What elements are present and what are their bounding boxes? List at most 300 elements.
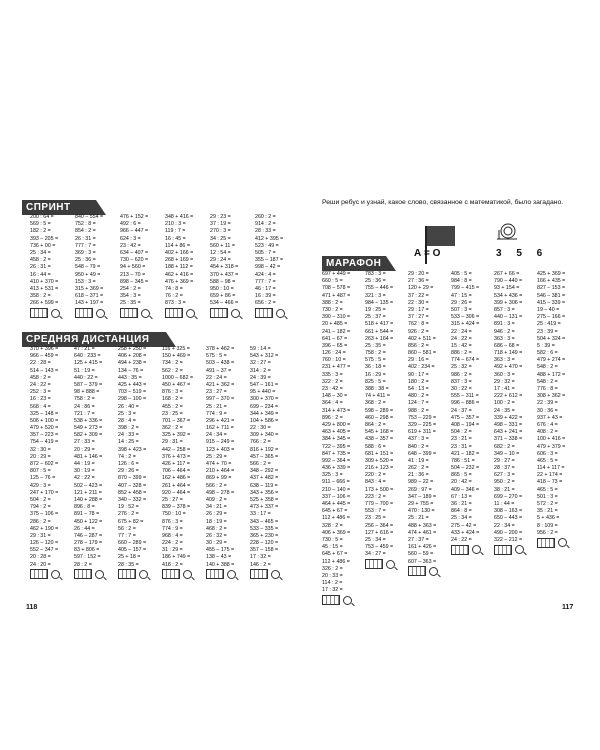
exercise-item: 840 – 554 = <box>75 214 104 220</box>
exercise-item: 29 : 31 = <box>30 532 51 539</box>
exercise-item: 856 : 2 = <box>408 342 429 349</box>
sprint-columns <box>30 214 293 317</box>
exercise-item: 24 : 20 = <box>30 561 51 568</box>
exercise-item: 241 – 182 = <box>322 328 351 335</box>
exercise-item: 783 : 3 = <box>365 271 386 277</box>
calculator-icon <box>322 595 340 605</box>
exercise-item: 25 : 32 = <box>451 364 472 371</box>
self-check <box>206 571 244 578</box>
exercise-item: 533 – 335 = <box>250 525 279 532</box>
exercise-item: 143 + 197 = <box>75 300 104 307</box>
exercise-item: 25 : 35 = <box>365 342 386 349</box>
exercise-item: 494 + 238 = <box>118 360 147 367</box>
exercise-item: 523 : 49 = <box>255 242 279 249</box>
exercise-item: 329 – 225 = <box>408 421 437 428</box>
exercise-item: 24 : 35 = <box>494 407 515 414</box>
exercise-item: 588 : 6 = <box>365 443 386 450</box>
exercise-item: 315 + 424 = <box>451 321 480 328</box>
exercise-item: 26 : 44 = <box>74 525 95 532</box>
exercise-item: 706 – 464 = <box>162 468 191 475</box>
exercise-item: 538 + 336 = <box>74 417 103 424</box>
exercise-item: 799 – 415 = <box>451 285 480 292</box>
exercise-item: 462 + 416 = <box>165 271 194 278</box>
self-check <box>118 571 156 578</box>
magnifier-icon <box>515 545 524 554</box>
magnifier-icon <box>95 570 104 579</box>
exercise-item: 937 + 43 = <box>537 414 563 421</box>
magnifier-icon <box>271 570 280 579</box>
exercise-item: 402 + 166 = <box>165 249 194 256</box>
exercise-item: 16 : 39 = <box>255 293 276 300</box>
exercise-item: 481 + 146 = <box>74 453 103 460</box>
exercise-item: 223 : 2 = <box>365 493 386 500</box>
exercise-item: 67 : 13 = <box>451 493 472 500</box>
exercise-item: 734 : 2 = <box>162 360 183 367</box>
exercise-item: 29 : 32 = <box>494 378 515 385</box>
exercise-column <box>30 346 68 578</box>
exercise-item: 966 – 459 = <box>30 353 59 360</box>
exercise-item: 956 : 2 = <box>537 529 558 536</box>
exercise-item: 365 + 230 = <box>250 532 279 539</box>
exercise-item: 718 + 149 = <box>494 350 523 357</box>
magnifier-icon <box>276 309 285 318</box>
exercise-item: 402 : 234 = <box>408 364 435 371</box>
exercise-item: 762 : 8 = <box>408 321 429 328</box>
exercise-item: 37 : 27 = <box>408 314 429 321</box>
exercise-item: 20 : 29 = <box>74 446 95 453</box>
exercise-item: 220 : 2 = <box>365 472 386 479</box>
exercise-item: 125 – 76 = <box>30 475 56 482</box>
exercise-item: 27 : 37 = <box>408 536 429 543</box>
exercise-item: 774 – 674 = <box>451 357 480 364</box>
exercise-item: 228 – 120 = <box>250 540 279 547</box>
self-check <box>74 571 112 578</box>
exercise-item: 408 : 2 = <box>537 429 558 436</box>
exercise-item: 275 – 166 = <box>537 314 566 321</box>
magnifier-icon <box>343 596 352 605</box>
exercise-item: 16 : 29 = <box>365 371 386 378</box>
exercise-item: 363 : 3 = <box>494 357 515 364</box>
magnifier-icon <box>558 538 567 547</box>
exercise-item: 11 : 44 = <box>494 501 515 507</box>
exercise-item: 56 : 2 = <box>118 525 136 532</box>
exercise-item: 34 : 25 = <box>210 235 231 242</box>
calculator-icon <box>118 569 136 579</box>
exercise-column <box>206 346 244 578</box>
exercise-item: 17 : 41 = <box>494 386 515 392</box>
exercise-item: 436 + 339 = <box>322 465 351 472</box>
exercise-item: 492 + 470 = <box>494 364 523 371</box>
right-page <box>300 0 600 750</box>
exercise-item: 17 : 32 = <box>322 587 343 594</box>
exercise-item: 112 + 486 = <box>322 558 350 565</box>
exercise-item: 37 : 19 = <box>210 221 231 228</box>
exercise-item: 126 : 24 = <box>322 350 346 357</box>
exercise-item: 29 : 20 = <box>408 271 429 277</box>
exercise-item: 479 + 520 = <box>30 425 59 432</box>
middle-distance-banner: СРЕДНЯЯ ДИСТАНЦИЯ <box>22 332 166 347</box>
exercise-item: 776 : 8 = <box>537 386 558 392</box>
marathon-banner: МАРАФОН <box>322 256 386 271</box>
exercise-item: 566 : 2 = <box>206 482 227 489</box>
exercise-item: 388 : 2 = <box>322 299 343 306</box>
exercise-item: 425 + 369 = <box>537 271 566 277</box>
exercise-item: 216 + 123 = <box>365 465 394 472</box>
calculator-icon <box>30 569 48 579</box>
exercise-item: 455 : 2 = <box>162 403 183 410</box>
exercise-item: 409 : 2 = <box>206 496 227 503</box>
exercise-item: 421 + 362 = <box>206 381 235 388</box>
exercise-item: 74 + 411 = <box>365 393 390 400</box>
rebus-letters: А = О <box>414 248 441 259</box>
exercise-item: 442 – 258 = <box>162 446 191 453</box>
exercise-item: 26 : 32 = <box>206 532 227 539</box>
exercise-item: 450 + 467 = <box>162 381 191 388</box>
exercise-item: 36 : 18 = <box>365 364 386 371</box>
exercise-item: 760 : 10 = <box>322 357 346 364</box>
exercise-item: 100 : 2 = <box>494 400 515 407</box>
exercise-item: 20 : 42 = <box>451 479 472 486</box>
exercise-item: 872 – 602 = <box>30 461 59 467</box>
exercise-item: 33 : 17 = <box>250 511 271 518</box>
exercise-item: 378 + 462 = <box>206 346 235 352</box>
exercise-item: 440 : 22 = <box>74 374 98 381</box>
exercise-item: 286 : 2 = <box>30 518 51 525</box>
exercise-column <box>365 271 403 604</box>
exercise-item: 114 : 2 = <box>322 580 343 587</box>
exercise-item: 545 + 168 = <box>365 429 394 436</box>
exercise-item: 458 : 2 = <box>30 257 51 264</box>
exercise-item: 896 : 2 = <box>322 414 343 421</box>
exercise-item: 210 – 140 = <box>322 486 351 493</box>
self-check <box>75 309 113 316</box>
exercise-item: 730 – 620 = <box>120 257 149 264</box>
exercise-item: 337 – 106 = <box>322 493 351 500</box>
exercise-item: 552 – 347 = <box>30 547 59 554</box>
exercise-item: 30 : 22 = <box>451 386 472 392</box>
exercise-item: 24 : 39 = <box>250 374 271 381</box>
exercise-column <box>118 346 156 578</box>
self-check <box>255 309 293 316</box>
exercise-item: 23 : 31 = <box>451 443 472 450</box>
exercise-item: 29 : 27 = <box>494 457 515 464</box>
exercise-item: 186 + 749 = <box>162 554 191 561</box>
exercise-item: 504 + 324 = <box>537 335 566 342</box>
exercise-item: 656 : 2 = <box>255 300 276 307</box>
exercise-column <box>255 214 293 317</box>
exercise-item: 247 + 170 = <box>30 489 59 496</box>
exercise-item: 83 + 806 = <box>74 547 100 554</box>
exercise-item: 562 : 2 = <box>162 367 183 374</box>
exercise-item: 753 – 229 = <box>408 414 437 421</box>
exercise-item: 309 + 520 = <box>365 457 394 464</box>
exercise-item: 328 : 2 = <box>322 522 343 529</box>
exercise-item: 986 : 2 = <box>451 371 472 378</box>
exercise-column <box>30 214 68 317</box>
exercise-item: 753 – 459 = <box>365 544 394 551</box>
exercise-item: 34 : 21 = <box>206 504 227 511</box>
exercise-item: 857 : 3 = <box>494 306 515 313</box>
exercise-item: 23 : 21 = <box>451 436 472 443</box>
exercise-item: 774 : 9 = <box>162 525 183 532</box>
calculator-icon <box>250 569 268 579</box>
calculator-icon <box>537 538 555 548</box>
magnifier-icon <box>227 570 236 579</box>
exercise-item: 24 : 22 = <box>451 335 472 342</box>
exercise-item: 518 + 417 = <box>365 321 394 328</box>
exercise-item: 90 : 17 = <box>408 371 429 378</box>
exercise-item: 618 – 371 = <box>75 293 104 300</box>
exercise-item: 349 – 10 = <box>494 450 520 457</box>
exercise-item: 153 : 3 = <box>75 278 96 285</box>
exercise-item: 266 + 599 = <box>30 300 59 307</box>
calculator-icon <box>365 559 383 569</box>
exercise-item: 996 – 886 = <box>451 400 480 407</box>
exercise-item: 260 : 2 = <box>255 214 276 220</box>
exercise-item: 298 – 100 = <box>118 396 147 403</box>
exercise-item: 598 – 289 = <box>365 407 394 414</box>
exercise-item: 774 : 9 = <box>206 410 227 417</box>
exercise-item: 47 : 21 = <box>74 346 95 352</box>
exercise-item: 30 : 36 = <box>537 407 558 414</box>
page-number-left: 118 <box>26 604 38 611</box>
exercise-item: 492 : 6 = <box>120 221 141 228</box>
exercise-item: 465 : 5 = <box>537 457 558 464</box>
self-check <box>30 309 68 316</box>
exercise-item: 388 : 38 = <box>365 386 389 392</box>
exercise-item: 77 : 7 = <box>118 532 136 539</box>
exercise-item: 758 : 2 = <box>365 350 386 357</box>
exercise-item: 370 + 396 = <box>30 346 59 352</box>
exercise-item: 32 : 27 = <box>250 360 271 367</box>
exercise-item: 19 : 52 = <box>118 504 139 511</box>
exercise-item: 553 : 7 = <box>365 508 386 515</box>
exercise-item: 421 – 182 = <box>451 450 480 457</box>
exercise-item: 966 – 447 = <box>120 228 149 235</box>
exercise-item: 898 – 345 = <box>120 278 149 285</box>
exercise-column <box>322 271 360 604</box>
exercise-item: 24 : 34 = <box>206 432 227 439</box>
magnifier-icon <box>386 560 395 569</box>
exercise-item: 402 + 511 = <box>408 335 436 342</box>
exercise-item: 252 : 3 = <box>30 389 51 396</box>
exercise-item: 758 : 2 = <box>74 396 95 403</box>
exercise-item: 854 : 2 = <box>75 228 96 235</box>
magnifier-icon <box>472 545 481 554</box>
exercise-item: 22 : 24 = <box>451 328 472 335</box>
exercise-item: 504 – 232 = <box>451 465 480 472</box>
exercise-item: 779 – 700 = <box>365 501 394 507</box>
magnifier-icon <box>139 570 148 579</box>
exercise-item: 546 – 381 = <box>537 292 566 299</box>
exercise-item: 638 – 119 = <box>250 482 278 489</box>
exercise-item: 26 : 29 = <box>206 511 227 518</box>
exercise-item: 627 : 3 = <box>494 472 515 479</box>
exercise-item: 45 : 15 = <box>322 544 343 551</box>
exercise-item: 38 : 21 = <box>494 486 515 493</box>
exercise-item: 22 : 30 = <box>250 425 271 432</box>
self-check <box>408 568 446 575</box>
exercise-item: 891 – 78 = <box>74 511 100 518</box>
exercise-item: 505 : 7 = <box>255 249 276 256</box>
exercise-item: 22 : 39 = <box>537 400 558 407</box>
exercise-item: 488 + 363 = <box>408 522 437 529</box>
exercise-item: 413 + 531 = <box>30 285 59 292</box>
exercise-item: 20 : 29 = <box>30 453 51 460</box>
exercise-item: 914 : 2 = <box>255 221 276 228</box>
exercise-item: 344 + 349 = <box>250 410 279 417</box>
exercise-item: 582 : 6 = <box>537 350 558 357</box>
exercise-item: 412 + 395 = <box>255 235 284 242</box>
exercise-item: 94 + 560 = <box>120 264 146 271</box>
exercise-item: 641 – 67 = <box>322 335 348 342</box>
exercise-item: 659 + 86 = <box>210 293 236 300</box>
magnifier-icon <box>96 309 105 318</box>
exercise-item: 25 : 21 = <box>206 403 227 410</box>
exercise-item: 8 : 109 = <box>537 522 558 529</box>
exercise-item: 915 – 249 = <box>206 439 235 446</box>
exercise-item: 470 : 130 = <box>408 508 435 515</box>
exercise-item: 37 : 22 = <box>408 292 429 299</box>
exercise-item: 20 : 28 = <box>30 554 51 561</box>
exercise-item: 560 – 59 = <box>408 551 434 558</box>
exercise-item: 134 – 76 = <box>118 367 144 374</box>
exercise-item: 104 + 586 = <box>250 417 279 424</box>
self-check <box>165 309 203 316</box>
exercise-item: 25 : 29 = <box>206 453 227 460</box>
exercise-item: 322 : 2 = <box>322 378 343 385</box>
exercise-item: 988 : 2 = <box>408 407 429 414</box>
exercise-item: 920 – 464 = <box>162 489 191 496</box>
exercise-item: 463 + 405 = <box>322 429 351 436</box>
exercise-item: 396 – 65 = <box>322 342 348 349</box>
exercise-item: 36 : 21 = <box>451 501 472 507</box>
exercise-item: 369 : 3 = <box>75 249 96 256</box>
exercise-item: 23 : 42 = <box>120 242 141 249</box>
exercise-item: 126 : 6 = <box>118 461 139 467</box>
exercise-item: 119 : 7 = <box>165 228 186 235</box>
exercise-item: 503 – 438 = <box>206 360 235 367</box>
exercise-item: 116 + 325 = <box>162 346 190 352</box>
self-check <box>494 546 532 553</box>
exercise-item: 645 + 67 = <box>322 551 348 558</box>
exercise-item: 572 : 2 = <box>537 501 558 507</box>
exercise-item: 267 + 66 = <box>494 271 520 277</box>
exercise-item: 340 – 332 = <box>118 496 147 503</box>
exercise-item: 643 + 241 = <box>494 429 523 436</box>
exercise-item: 619 + 311 = <box>408 429 436 436</box>
exercise-item: 25 : 34 = <box>30 249 51 256</box>
exercise-item: 25 : 21 = <box>408 515 429 522</box>
exercise-item: 873 : 3 = <box>165 300 186 307</box>
exercise-item: 348 – 292 = <box>250 468 279 475</box>
exercise-item: 17 : 32 = <box>250 554 271 561</box>
exercise-item: 437 : 3 = <box>408 436 429 443</box>
exercise-item: 30 : 19 = <box>74 468 95 475</box>
calculator-icon <box>162 569 180 579</box>
exercise-item: 44 : 19 = <box>74 461 95 467</box>
exercise-item: 120 + 29 = <box>408 285 434 292</box>
exercise-item: 343 + 356 = <box>250 489 279 496</box>
exercise-item: 354 : 3 = <box>120 293 141 300</box>
exercise-item: 399 + 306 = <box>494 299 523 306</box>
exercise-item: 300 + 370 = <box>250 396 279 403</box>
exercise-item: 950 + 49 = <box>75 271 101 278</box>
exercise-item: 200 : 64 = <box>30 214 54 220</box>
self-check <box>322 596 360 603</box>
exercise-item: 213 – 70 = <box>120 271 146 278</box>
exercise-item: 121 + 211 = <box>74 489 102 496</box>
exercise-item: 548 : 2 = <box>537 364 558 371</box>
exercise-item: 22 : 34 = <box>494 522 515 529</box>
exercise-item: 20 + 485 = <box>322 321 348 328</box>
exercise-item: 258 + 250 = <box>118 346 147 352</box>
exercise-item: 231 + 477 = <box>322 364 351 371</box>
exercise-item: 473 + 337 = <box>250 504 279 511</box>
exercise-item: 364 : 4 = <box>322 400 343 407</box>
exercise-item: 358 : 2 = <box>30 293 51 300</box>
exercise-item: 315 + 369 = <box>75 285 104 292</box>
exercise-item: 722 – 395 = <box>322 443 351 450</box>
exercise-item: 429 + 800 = <box>322 421 351 428</box>
exercise-item: 926 : 2 = <box>408 328 429 335</box>
exercise-column <box>537 271 575 604</box>
rebus-digits: 3 5 6 <box>496 248 549 259</box>
exercise-item: 950 : 10 = <box>210 285 234 292</box>
exercise-item: 357 – 223 = <box>30 432 59 439</box>
exercise-item: 755 – 446 = <box>365 285 394 292</box>
exercise-item: 648 – 399 = <box>408 450 437 457</box>
exercise-item: 754 – 419 = <box>30 439 59 446</box>
exercise-item: 534 – 466 = <box>210 300 239 307</box>
exercise-item: 425 + 443 = <box>118 381 147 388</box>
exercise-item: 865 : 5 = <box>451 472 472 479</box>
exercise-item: 989 – 22 = <box>408 479 434 486</box>
exercise-item: 433 + 424 = <box>451 529 480 536</box>
exercise-item: 168 : 2 = <box>162 396 183 403</box>
exercise-item: 173 + 500 = <box>365 486 394 493</box>
exercise-item: 335 : 3 = <box>322 371 343 378</box>
exercise-item: 490 – 200 = <box>494 529 523 536</box>
exercise-item: 23 : 25 = <box>365 515 386 522</box>
exercise-item: 676 : 4 = <box>537 421 558 428</box>
exercise-item: 12 : 54 = <box>210 249 231 256</box>
exercise-item: 752 : 8 = <box>75 221 96 228</box>
self-check <box>365 561 403 568</box>
exercise-item: 816 + 192 = <box>250 446 279 453</box>
exercise-item: 460 – 298 = <box>365 414 394 421</box>
exercise-item: 398 : 2 = <box>118 425 139 432</box>
exercise-item: 746 – 287 = <box>74 532 103 539</box>
exercise-item: 18 : 19 = <box>206 518 227 525</box>
exercise-item: 222 + 612 = <box>494 393 523 400</box>
exercise-item: 28 : 33 = <box>255 228 276 235</box>
exercise-item: 24 : 22 = <box>451 536 472 543</box>
exercise-item: 886 : 2 = <box>451 350 472 357</box>
self-check <box>162 571 200 578</box>
exercise-item: 624 : 3 = <box>120 235 141 242</box>
exercise-item: 357 – 158 = <box>250 547 279 554</box>
page-number-right: 117 <box>562 604 574 611</box>
calculator-icon <box>74 569 92 579</box>
exercise-item: 498 – 278 = <box>206 489 235 496</box>
exercise-item: 23 : 39 = <box>537 328 558 335</box>
exercise-item: 325 – 148 = <box>30 410 59 417</box>
exercise-item: 29 + 755 = <box>408 501 434 507</box>
exercise-item: 76 : 2 = <box>165 293 183 300</box>
exercise-item: 31 : 29 = <box>162 547 183 554</box>
exercise-item: 210 + 464 = <box>206 468 235 475</box>
